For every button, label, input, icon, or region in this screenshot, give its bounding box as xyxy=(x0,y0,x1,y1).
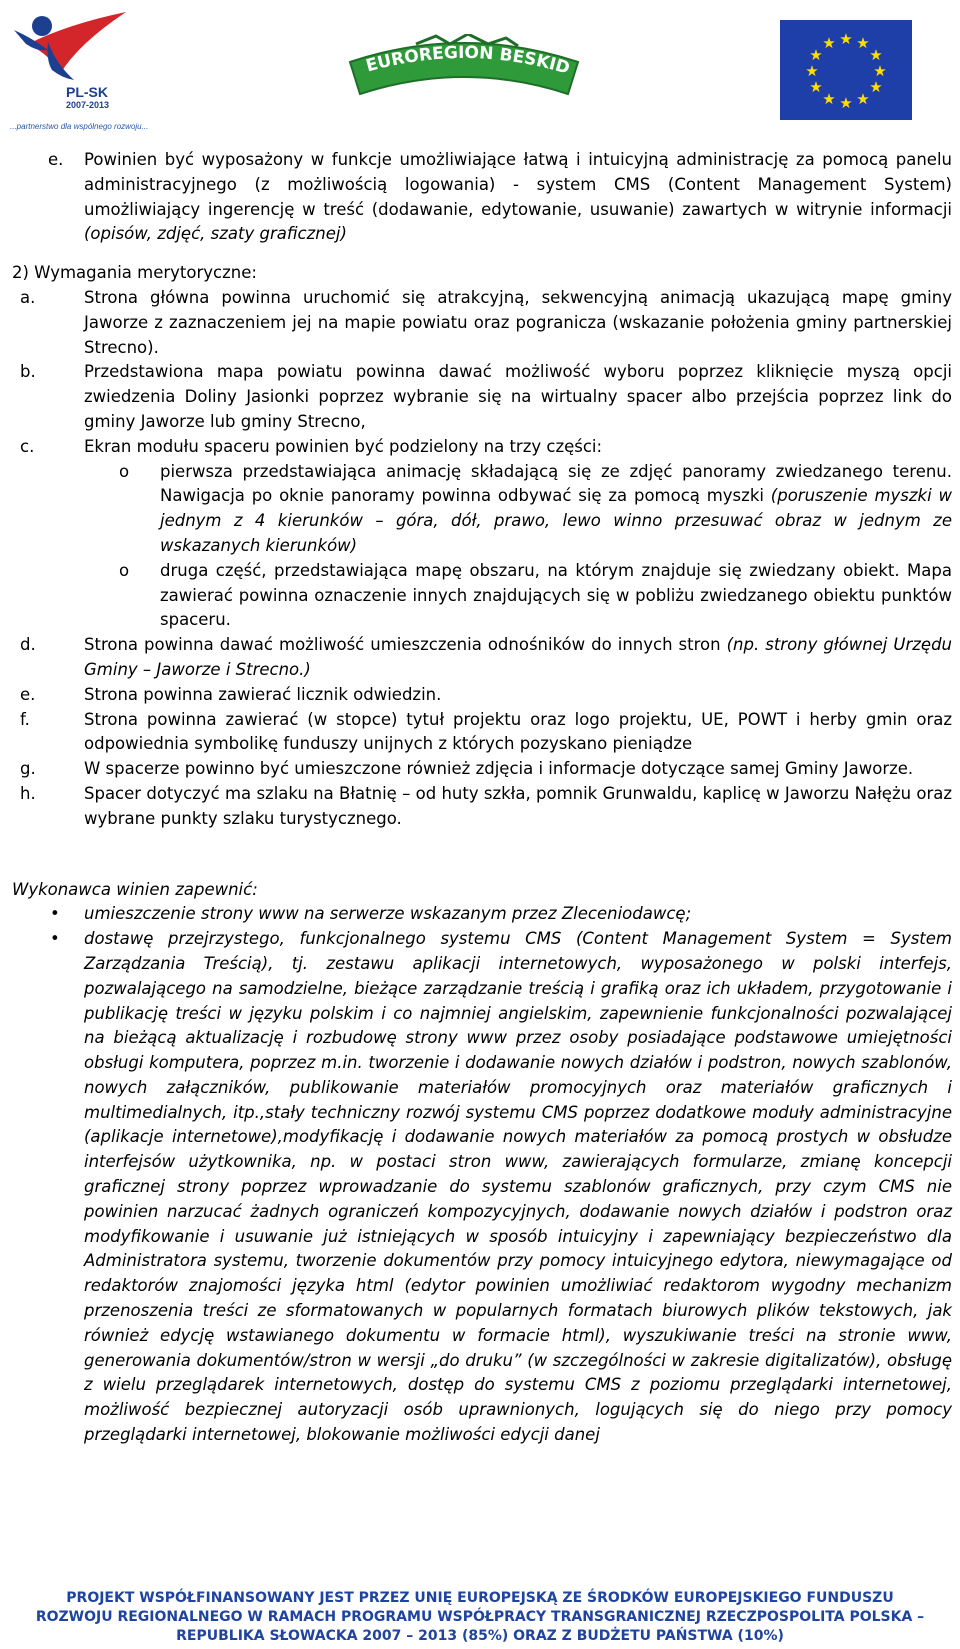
euroregion-beskidy-logo xyxy=(346,34,582,102)
item-text: Strona powinna dawać możliwość umieszczenia odnośników do innych stron xyxy=(84,635,727,655)
item-text: Ekran modułu spaceru powinien być podzielony na trzy części: xyxy=(84,436,603,456)
sub-item-text: pierwsza przedstawiająca animację składającą się ze zdjęć panoramy zwiedzanego terenu. Nawigacja po oknie panoramy powinna odbywać się za pomocą myszki xyxy=(160,461,952,506)
svg-text:★: ★ xyxy=(873,62,887,80)
item-label: d. xyxy=(20,635,36,655)
svg-text:★: ★ xyxy=(809,78,823,96)
beskidy-banner-icon xyxy=(346,34,582,102)
eu-flag-logo xyxy=(780,20,912,120)
plsk-tagline: ...partnerstwo dla wspólnego rozwoju... xyxy=(10,122,149,131)
list-item xyxy=(12,782,952,832)
svg-text:★: ★ xyxy=(809,46,823,64)
list-item xyxy=(12,708,952,758)
svg-text:★: ★ xyxy=(839,30,853,48)
svg-text:★: ★ xyxy=(856,90,870,108)
eu-flag-icon xyxy=(780,20,912,120)
footer-line-1: PROJEKT WSPÓŁFINANSOWANY JEST PRZEZ UNIĘ EUROPEJSKĄ ZE ŚRODKÓW EUROPEJSKIEGO FUNDUSZU xyxy=(66,1590,894,1606)
plsk-logo-text: PL-SK xyxy=(66,84,108,100)
sub-item-text: druga część, przedstawiająca mapę obszaru, na którym znajduje się zwiedzany obiekt. Mapa zawierać powinna oznaczenie innych znajdujących się w pobliżu zwiedzanego obiektu punktów spaceru. xyxy=(160,560,952,630)
svg-text:★: ★ xyxy=(822,34,836,52)
svg-text:★: ★ xyxy=(869,46,883,64)
section-e xyxy=(48,148,952,247)
plsk-logo-years: 2007-2013 xyxy=(66,100,110,110)
sub-item-bullet: o xyxy=(119,461,130,481)
item-label: c. xyxy=(20,436,35,456)
section-e-text: Powinien być wyposażony w funkcje umożliwiające łatwą i intuicyjną administrację za pomocą panelu administracyjnego (z możliwością logowania) - system CMS (Content Management System) umożliwiający ingerencję w treść (dodawanie, edytowanie, usuwanie) zawartych w witrynie informacji xyxy=(84,150,952,219)
sub-item-bullet: o xyxy=(119,560,130,580)
requirements-list xyxy=(12,286,952,832)
item-label: e. xyxy=(20,684,36,704)
requirements-heading: 2) Wymagania merytoryczne: xyxy=(12,263,257,283)
sub-list-item xyxy=(12,460,952,559)
svg-text:★: ★ xyxy=(805,62,819,80)
svg-text:★: ★ xyxy=(869,78,883,96)
page-header xyxy=(0,0,960,130)
item-label: a. xyxy=(20,287,36,307)
list-item xyxy=(12,435,952,460)
bullet-text: umieszczenie strony www na serwerze wskazanym przez Zleceniodawcę; xyxy=(84,904,692,924)
item-label: b. xyxy=(20,362,36,382)
list-item xyxy=(12,286,952,360)
item-label: h. xyxy=(20,783,36,803)
bullet-dot-icon: • xyxy=(50,904,60,924)
bullet-dot-icon: • xyxy=(50,929,60,949)
svg-text:★: ★ xyxy=(856,34,870,52)
beskidy-logo-text: EUROREGION BESKID xyxy=(363,42,571,79)
section-e-italic: (opisów, zdjęć, szaty graficznej) xyxy=(84,224,347,244)
list-item xyxy=(12,683,952,708)
item-text: W spacerze powinno być umieszczone również zdjęcia i informacje dotyczące samej Gminy Jaworze. xyxy=(84,759,914,779)
item-text: Strona główna powinna uruchomić się atrakcyjną, sekwencyjną animacją ukazującą mapę gminy Jaworze z zaznaczeniem jej na mapie powiatu oraz pogranicza (wskazanie położenia gminy partnerskiej Strecno). xyxy=(84,287,952,357)
bullet-item xyxy=(12,927,952,1448)
svg-text:★: ★ xyxy=(822,90,836,108)
bullet-text: dostawę przejrzystego, funkcjonalnego systemu CMS (Content Management System = System Zarządzania Treścią), tj. zestawu aplikacji internetowych, wyposażonego w polski interfejs, pozwalającego na samodzielne, bieżące zarządzanie treścią i grafiką oraz ich układem, przygotowanie i publikację treści w języku polskim i co najmniej angielskim, zapewnienie funkcjonalności pozwalającej na bieżącą aktualizację i rozbudowę strony www przez osoby posiadające podstawowe umiejętności obsługi komputera, poprzez m.in. tworzenie i dodawanie nowych działów i podstron, nowych szablonów, nowych załączników, publikowanie materiałów promocyjnych oraz materiałów graficznych i multimedialnych, itp.,stały techniczny rozwój systemu CMS poprzez dodatkowe moduły administracyjne (aplikacje internetowe),modyfikację i dodawanie nowych materiałów za pomocą prostych w obsłudze interfejsów użytkownika, np. w postaci stron www, zawierających formularze, zmianę koncepcji graficznej strony poprzez wprowadzanie do systemu szablonów graficznych, przy czym CMS nie powinien narzucać żadnych ograniczeń kompozycyjnych, dodawanie nowych działów i podstron oraz modyfikowanie i usuwanie już istniejących w sposób intuicyjny i zapewniający bezpieczeństwo dla Administratora systemu, tworzenie dokumentów przy pomocy intuicyjnego edytora, niewymagające od redaktorów znajomości języka html (edytor powinien umożliwiać redaktorom wygodny mechanizm przenoszenia treści ze sformatowanych w popularnych formatach biurowych plików tekstowych, jak również edycję wstawianego dokumentu w formacie html), wyszukiwanie treści na stronie www, generowania dokumentów/stron w wersji „do druku” (w szczególności w zakresie digitalizatów), obsługę z wielu przeglądarek internetowych, dostęp do systemu CMS z poziomu przeglądarki internetowej, możliwość bezpiecznej autoryzacji osób uprawnionych, logujących się do niego przy pomocy przeglądarki internetowej, blokowanie możliwości edycji danej xyxy=(84,929,952,1445)
footer-line-2: ROZWOJU REGIONALNEGO W RAMACH PROGRAMU WSPÓŁPRACY TRANSGRANICZNEJ RZECZPOSPOLITA POLSKA – xyxy=(35,1609,925,1625)
item-text: Spacer dotyczyć ma szlaku na Błatnię – od huty szkła, pomnik Grunwaldu, kaplicę w Jaworzu Nałężu oraz wybrane punkty szlaku turystycznego. xyxy=(84,783,952,828)
svg-text:★: ★ xyxy=(839,94,853,112)
document-body xyxy=(12,148,952,1448)
contractor-heading: Wykonawca winien zapewnić: xyxy=(12,879,258,899)
sub-list-item xyxy=(12,559,952,633)
item-text: Przedstawiona mapa powiatu powinna dawać możliwość wyboru poprzez kliknięcie myszą opcji zwiedzenia Doliny Jasionki poprzez wybranie się na wirtualny spacer albo przejścia poprzez link do gminy Jaworze lub gminy Strecno, xyxy=(84,362,952,431)
page-footer xyxy=(0,1589,960,1646)
list-item xyxy=(12,757,952,782)
item-italic: (np. strony głównej Urzędu Gminy – Jaworze i Strecno.) xyxy=(84,635,952,679)
list-item xyxy=(12,360,952,434)
item-label: g. xyxy=(20,759,36,779)
sub-item-italic: (poruszenie myszki w jednym z 4 kierunków – góra, dół, prawo, lewo winno przesuwać obraz w jednym ze wskazanych kierunków) xyxy=(160,486,952,555)
section-e-label: e. xyxy=(48,150,64,169)
plsk-logo xyxy=(8,4,149,132)
bullet-item xyxy=(12,902,952,927)
item-text: Strona powinna zawierać licznik odwiedzin. xyxy=(84,684,442,704)
item-text: Strona powinna zawierać (w stopce) tytuł projektu oraz logo projektu, UE, POWT i herby gmin oraz odpowiednia symbolikę funduszy unijnych z których pozyskano pieniądze xyxy=(84,709,952,754)
footer-line-3: REPUBLIKA SŁOWACKA 2007 – 2013 (85%) ORAZ Z BUDŻETU PAŃSTWA (10%) xyxy=(176,1628,784,1644)
item-label: f. xyxy=(20,709,30,729)
list-item xyxy=(12,633,952,683)
